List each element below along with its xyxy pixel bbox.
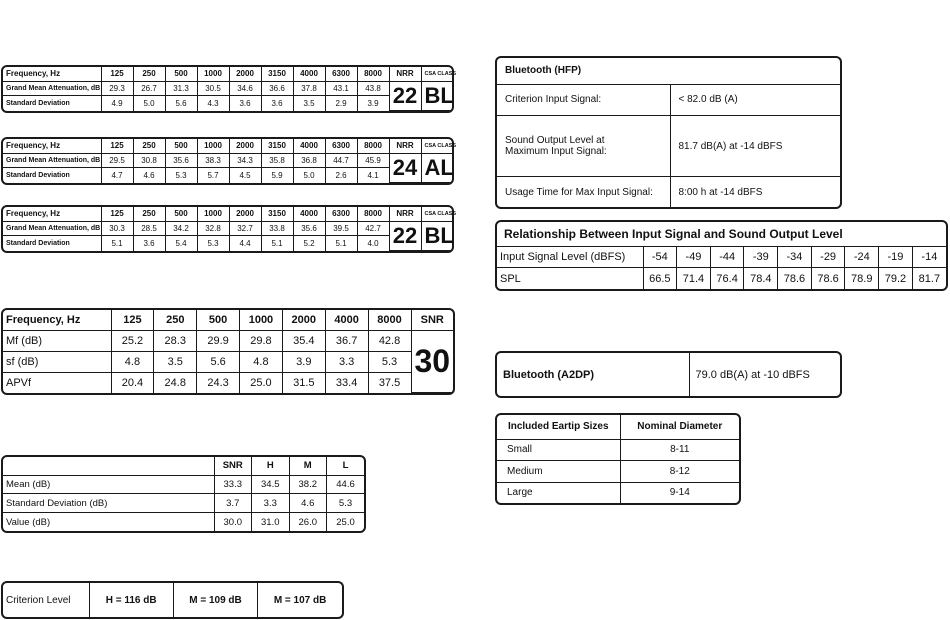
- gma-cell: 37.8: [293, 81, 325, 95]
- nrr-table: [1, 137, 457, 185]
- nrr-label: NRR: [389, 139, 421, 153]
- hml-header-snr: SNR: [214, 457, 252, 475]
- sd-cell: 2.6: [325, 168, 357, 183]
- snr-value: 30: [411, 330, 453, 392]
- bluetooth-hfp-table: [495, 56, 842, 209]
- mean-label: Mean (dB): [3, 475, 214, 494]
- sf-cell: 3.3: [325, 351, 368, 372]
- hml-header-h: H: [252, 457, 290, 475]
- freq-cell: 8000: [357, 207, 389, 221]
- csa-label: CSA CLASS: [421, 139, 452, 153]
- mf-cell: 28.3: [154, 330, 197, 351]
- snr-freq-cell: 8000: [368, 310, 411, 330]
- freq-cell: 125: [101, 207, 133, 221]
- hml-header-m: M: [289, 457, 327, 475]
- gma-cell: 32.8: [197, 221, 229, 235]
- value-cell: 30.0: [214, 513, 252, 531]
- apvf-label: APVf: [3, 372, 111, 392]
- sd-label: Standard Deviation: [3, 168, 101, 183]
- frequency-label: Frequency, Hz: [3, 67, 101, 81]
- eartip-diameter: 9-14: [620, 482, 739, 503]
- std-dev-label: Standard Deviation (dB): [3, 494, 214, 513]
- snr-table: [1, 308, 455, 395]
- apvf-cell: 24.3: [197, 372, 240, 392]
- csa-value: AL: [421, 153, 452, 182]
- sf-cell: 4.8: [111, 351, 154, 372]
- sd-cell: 3.9: [357, 96, 389, 111]
- sd-cell: 4.5: [229, 168, 261, 183]
- sd-cell: 4.7: [101, 168, 133, 183]
- snr-freq-cell: 500: [197, 310, 240, 330]
- sd-cell: 5.1: [261, 236, 293, 251]
- input-cell: -49: [677, 246, 711, 268]
- input-cell: -24: [845, 246, 879, 268]
- value-label: Value (dB): [3, 513, 214, 531]
- frequency-label: Frequency, Hz: [3, 207, 101, 221]
- criterion-h: H = 116 dB: [89, 583, 173, 617]
- value-cell: 31.0: [252, 513, 290, 531]
- a2dp-label: Bluetooth (A2DP): [497, 353, 689, 396]
- sf-label: sf (dB): [3, 351, 111, 372]
- sd-cell: 5.1: [325, 236, 357, 251]
- snr-freq-cell: 1000: [240, 310, 283, 330]
- a2dp-value: 79.0 dB(A) at -10 dBFS: [689, 353, 840, 396]
- sound-output-label: [497, 116, 670, 177]
- sound-output-label-line1: Sound Output Level at: [505, 135, 605, 147]
- gma-cell: 45.9: [357, 153, 389, 167]
- sf-cell: 4.8: [240, 351, 283, 372]
- relationship-table: [495, 220, 948, 291]
- freq-cell: 125: [101, 67, 133, 81]
- gma-label: Grand Mean Attenuation, dB: [3, 81, 101, 95]
- freq-cell: 1000: [197, 139, 229, 153]
- sf-cell: 3.5: [154, 351, 197, 372]
- spl-cell: 71.4: [677, 268, 711, 289]
- mf-cell: 42.8: [368, 330, 411, 351]
- snr-hml-table: [1, 455, 366, 533]
- freq-cell: 3150: [261, 207, 293, 221]
- gma-cell: 33.8: [261, 221, 293, 235]
- spl-cell: 78.6: [778, 268, 812, 289]
- bluetooth-a2dp-table: [495, 351, 842, 398]
- sd-cell: 5.0: [133, 96, 165, 111]
- gma-cell: 26.7: [133, 81, 165, 95]
- freq-cell: 8000: [357, 139, 389, 153]
- eartip-diameter: 8-11: [620, 439, 739, 461]
- usage-time-value: 8:00 h at -14 dBFS: [670, 177, 840, 207]
- sf-cell: 3.9: [282, 351, 325, 372]
- hfp-title: Bluetooth (HFP): [497, 58, 840, 84]
- criterion-input-label: Criterion Input Signal:: [497, 84, 670, 116]
- sd-cell: 3.6: [133, 236, 165, 251]
- spl-cell: 78.6: [811, 268, 845, 289]
- gma-cell: 43.8: [357, 81, 389, 95]
- input-cell: -34: [778, 246, 812, 268]
- snr-frequency-label: Frequency, Hz: [3, 310, 111, 330]
- nrr-label: NRR: [389, 207, 421, 221]
- snr-label: SNR: [411, 310, 453, 330]
- input-cell: -19: [879, 246, 913, 268]
- freq-cell: 8000: [357, 67, 389, 81]
- freq-cell: 3150: [261, 139, 293, 153]
- gma-cell: 35.6: [293, 221, 325, 235]
- std-dev-cell: 3.3: [252, 494, 290, 513]
- freq-cell: 500: [165, 139, 197, 153]
- eartip-diameter: 8-12: [620, 461, 739, 483]
- std-dev-cell: 3.7: [214, 494, 252, 513]
- csa-label: CSA CLASS: [421, 67, 452, 81]
- sd-cell: 5.3: [197, 236, 229, 251]
- freq-cell: 1000: [197, 207, 229, 221]
- sd-cell: 4.0: [357, 236, 389, 251]
- sd-cell: 4.6: [133, 168, 165, 183]
- mean-cell: 38.2: [289, 475, 327, 494]
- sd-cell: 5.0: [293, 168, 325, 183]
- nrr-table: [1, 205, 457, 253]
- apvf-cell: 31.5: [282, 372, 325, 392]
- freq-cell: 4000: [293, 139, 325, 153]
- apvf-cell: 33.4: [325, 372, 368, 392]
- value-cell: 25.0: [327, 513, 365, 531]
- apvf-cell: 37.5: [368, 372, 411, 392]
- snr-freq-cell: 4000: [325, 310, 368, 330]
- sd-cell: 5.3: [165, 168, 197, 183]
- gma-cell: 34.6: [229, 81, 261, 95]
- mf-cell: 29.8: [240, 330, 283, 351]
- spl-cell: 78.9: [845, 268, 879, 289]
- eartip-sizes-table: [495, 413, 741, 505]
- sd-cell: 5.4: [165, 236, 197, 251]
- mean-cell: 34.5: [252, 475, 290, 494]
- csa-value: BL: [421, 221, 452, 250]
- gma-cell: 32.7: [229, 221, 261, 235]
- gma-cell: 39.5: [325, 221, 357, 235]
- gma-cell: 29.5: [101, 153, 133, 167]
- criterion-l: M = 107 dB: [258, 583, 342, 617]
- mf-cell: 25.2: [111, 330, 154, 351]
- relationship-title: Relationship Between Input Signal and Sound Output Level: [497, 222, 946, 246]
- criterion-level-table: [1, 581, 344, 619]
- sound-output-label-line2: Maximum Input Signal:: [505, 146, 607, 158]
- gma-label: Grand Mean Attenuation, dB: [3, 153, 101, 167]
- sf-cell: 5.3: [368, 351, 411, 372]
- spl-cell: 76.4: [710, 268, 744, 289]
- eartip-header-size: Included Eartip Sizes: [497, 415, 620, 439]
- mf-cell: 36.7: [325, 330, 368, 351]
- sd-cell: 4.4: [229, 236, 261, 251]
- gma-cell: 35.6: [165, 153, 197, 167]
- snr-freq-cell: 125: [111, 310, 154, 330]
- input-signal-label: Input Signal Level (dBFS): [497, 246, 643, 268]
- criterion-input-value: < 82.0 dB (A): [670, 84, 840, 116]
- sound-output-value: 81.7 dB(A) at -14 dBFS: [670, 116, 840, 177]
- eartip-header-diameter: Nominal Diameter: [620, 415, 739, 439]
- snr-freq-cell: 250: [154, 310, 197, 330]
- spl-cell: 79.2: [879, 268, 913, 289]
- nrr-table: [1, 65, 457, 113]
- freq-cell: 6300: [325, 67, 357, 81]
- freq-cell: 250: [133, 207, 165, 221]
- freq-cell: 3150: [261, 67, 293, 81]
- sd-cell: 5.1: [101, 236, 133, 251]
- gma-cell: 42.7: [357, 221, 389, 235]
- apvf-cell: 25.0: [240, 372, 283, 392]
- freq-cell: 1000: [197, 67, 229, 81]
- mf-cell: 29.9: [197, 330, 240, 351]
- gma-cell: 34.3: [229, 153, 261, 167]
- sd-cell: 5.7: [197, 168, 229, 183]
- freq-cell: 500: [165, 67, 197, 81]
- input-cell: -44: [710, 246, 744, 268]
- input-cell: -14: [912, 246, 946, 268]
- input-cell: -54: [643, 246, 677, 268]
- freq-cell: 4000: [293, 207, 325, 221]
- mf-label: Mf (dB): [3, 330, 111, 351]
- gma-label: Grand Mean Attenuation, dB: [3, 221, 101, 235]
- criterion-m: M = 109 dB: [173, 583, 257, 617]
- eartip-size-large: Large: [497, 482, 620, 503]
- hml-corner: [3, 457, 214, 475]
- input-cell: -39: [744, 246, 778, 268]
- sd-cell: 3.5: [293, 96, 325, 111]
- gma-cell: 28.5: [133, 221, 165, 235]
- sd-cell: 5.2: [293, 236, 325, 251]
- freq-cell: 2000: [229, 139, 261, 153]
- freq-cell: 2000: [229, 207, 261, 221]
- sd-label: Standard Deviation: [3, 96, 101, 111]
- gma-cell: 36.6: [261, 81, 293, 95]
- frequency-label: Frequency, Hz: [3, 139, 101, 153]
- csa-label: CSA CLASS: [421, 207, 452, 221]
- spl-cell: 66.5: [643, 268, 677, 289]
- freq-cell: 6300: [325, 207, 357, 221]
- sf-cell: 5.6: [197, 351, 240, 372]
- usage-time-label: Usage Time for Max Input Signal:: [497, 177, 670, 207]
- input-cell: -29: [811, 246, 845, 268]
- mean-cell: 33.3: [214, 475, 252, 494]
- std-dev-cell: 5.3: [327, 494, 365, 513]
- freq-cell: 500: [165, 207, 197, 221]
- sd-cell: 2.9: [325, 96, 357, 111]
- spl-cell: 81.7: [912, 268, 946, 289]
- mean-cell: 44.6: [327, 475, 365, 494]
- mf-cell: 35.4: [282, 330, 325, 351]
- gma-cell: 35.8: [261, 153, 293, 167]
- gma-cell: 43.1: [325, 81, 357, 95]
- gma-cell: 38.3: [197, 153, 229, 167]
- gma-cell: 29.3: [101, 81, 133, 95]
- csa-value: BL: [421, 81, 452, 110]
- criterion-label: Criterion Level: [3, 583, 89, 617]
- spl-label: SPL: [497, 268, 643, 289]
- sd-cell: 4.3: [197, 96, 229, 111]
- gma-cell: 31.3: [165, 81, 197, 95]
- freq-cell: 250: [133, 67, 165, 81]
- freq-cell: 125: [101, 139, 133, 153]
- sd-cell: 3.6: [261, 96, 293, 111]
- hml-header-l: L: [327, 457, 365, 475]
- nrr-label: NRR: [389, 67, 421, 81]
- gma-cell: 30.3: [101, 221, 133, 235]
- value-cell: 26.0: [289, 513, 327, 531]
- eartip-size-small: Small: [497, 439, 620, 461]
- nrr-value: 24: [389, 153, 421, 182]
- freq-cell: 4000: [293, 67, 325, 81]
- nrr-value: 22: [389, 81, 421, 110]
- sd-cell: 5.9: [261, 168, 293, 183]
- gma-cell: 36.8: [293, 153, 325, 167]
- snr-freq-cell: 2000: [282, 310, 325, 330]
- gma-cell: 30.8: [133, 153, 165, 167]
- eartip-size-medium: Medium: [497, 461, 620, 483]
- sd-cell: 3.6: [229, 96, 261, 111]
- sd-cell: 4.9: [101, 96, 133, 111]
- std-dev-cell: 4.6: [289, 494, 327, 513]
- spl-cell: 78.4: [744, 268, 778, 289]
- freq-cell: 250: [133, 139, 165, 153]
- nrr-value: 22: [389, 221, 421, 250]
- apvf-cell: 24.8: [154, 372, 197, 392]
- freq-cell: 6300: [325, 139, 357, 153]
- apvf-cell: 20.4: [111, 372, 154, 392]
- sd-cell: 5.6: [165, 96, 197, 111]
- sd-label: Standard Deviation: [3, 236, 101, 251]
- gma-cell: 44.7: [325, 153, 357, 167]
- gma-cell: 34.2: [165, 221, 197, 235]
- sd-cell: 4.1: [357, 168, 389, 183]
- freq-cell: 2000: [229, 67, 261, 81]
- gma-cell: 30.5: [197, 81, 229, 95]
